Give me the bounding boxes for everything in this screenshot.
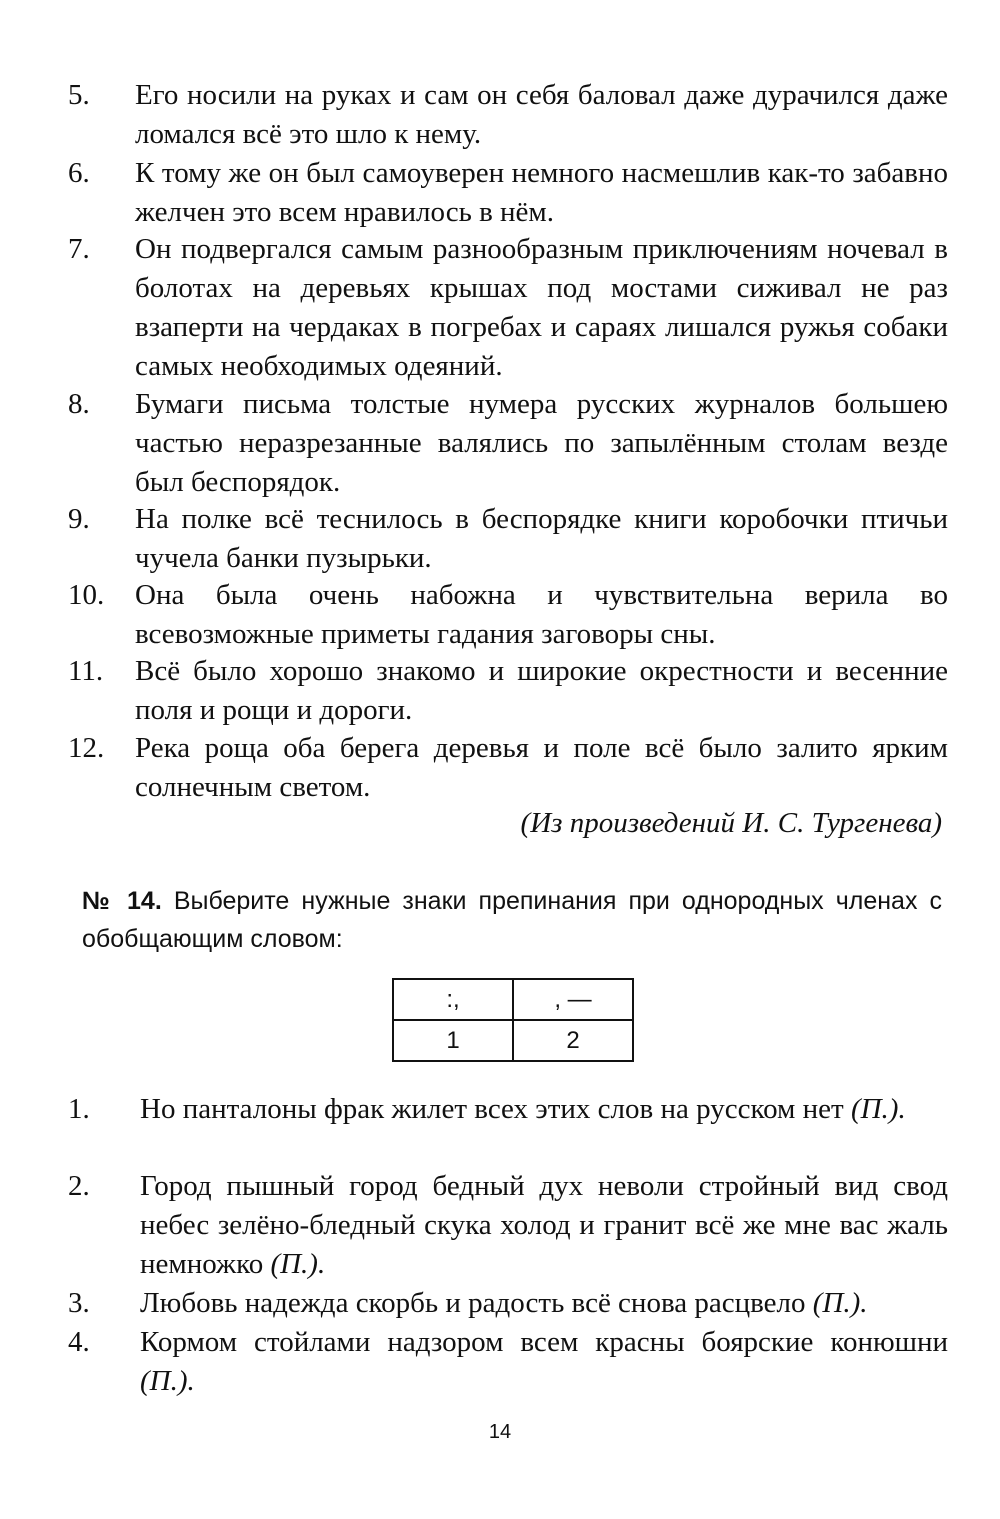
task-heading xyxy=(82,882,942,958)
sentence-number: 6. xyxy=(68,157,90,189)
author-abbreviation: (П.). xyxy=(140,1365,195,1397)
sentence-12 xyxy=(68,729,948,807)
author-abbreviation: (П.). xyxy=(850,1093,906,1125)
table-cell-option-2: , — xyxy=(513,979,633,1020)
exercise14-sentence-2 xyxy=(68,1167,948,1284)
sentence-body: Но панталоны фрак жилет всех этих слов на русском нет xyxy=(140,1093,844,1125)
sentence-text xyxy=(140,1167,948,1284)
sentence-text: Всё было хорошо знакомо и широкие окрестности и весенние поля и рощи и дороги. xyxy=(135,655,948,726)
sentence-number: 9. xyxy=(68,503,90,535)
exercise14-sentence-3 xyxy=(68,1284,948,1323)
sentence-text: Его носили на руках и сам он себя баловал даже дурачился даже ломался всё это шло к нему. xyxy=(135,79,948,150)
table-row-labels xyxy=(393,1020,633,1061)
sentence-9 xyxy=(68,500,948,578)
sentence-text xyxy=(140,1284,948,1323)
table-cell-label-1: 1 xyxy=(393,1020,513,1061)
sentence-text: Она была очень набожна и чувствительна верила во всевозможные приметы гадания заговоры сны. xyxy=(135,579,948,650)
sentence-number: 4. xyxy=(68,1326,90,1358)
author-abbreviation: (П.). xyxy=(270,1248,326,1280)
sentence-number: 10. xyxy=(68,579,105,611)
sentence-number: 7. xyxy=(68,233,90,265)
sentence-number: 5. xyxy=(68,79,90,111)
sentence-number: 11. xyxy=(68,655,104,687)
sentence-text: На полке всё теснилось в беспорядке книги коробочки птичьи чучела банки пузырьки. xyxy=(135,503,948,574)
page-number: 14 xyxy=(488,1421,512,1443)
sentence-number: 2. xyxy=(68,1170,90,1202)
sentence-body: Кормом стойлами надзором всем красны боярские конюшни xyxy=(140,1326,948,1358)
sentence-number: 8. xyxy=(68,388,90,420)
source-attribution: (Из произведений И. С. Тургенева) xyxy=(520,807,942,839)
sentence-text: Он подвергался самым разнообразным приключениям ночевал в болотах на деревьях крышах под мостами сиживал не раз взаперти на чердаках в погребах и сараях лишался ружья собаки самых необходимых одеяний. xyxy=(135,233,948,382)
sentence-text: Река роща оба берега деревья и поле всё было залито ярким солнечным светом. xyxy=(135,732,948,803)
sentence-7 xyxy=(68,230,948,386)
exercise14-sentence-1 xyxy=(68,1090,948,1129)
author-abbreviation: (П.). xyxy=(812,1287,868,1319)
sentence-body: Город пышный город бедный дух неволи стройный вид свод небес зелёно-бледный скука холод и гранит всё же мне вас жаль немножко xyxy=(140,1170,948,1280)
task-number: № 14. xyxy=(82,887,162,915)
sentence-8 xyxy=(68,385,948,502)
sentence-text xyxy=(140,1323,948,1401)
task-instruction: Выберите нужные знаки препинания при однородных членах с обобщающим словом: xyxy=(82,887,942,953)
sentence-11 xyxy=(68,652,948,730)
sentence-number: 12. xyxy=(68,732,105,764)
table-cell-option-1: :, xyxy=(393,979,513,1020)
table-row-options xyxy=(393,979,633,1020)
sentence-body: Любовь надежда скорбь и радость всё снова расцвело xyxy=(140,1287,806,1319)
sentence-10 xyxy=(68,576,948,654)
table-cell-label-2: 2 xyxy=(513,1020,633,1061)
sentence-number: 1. xyxy=(68,1093,90,1125)
exercise14-sentence-4 xyxy=(68,1323,948,1401)
sentence-text: Бумаги письма толстые нумера русских журналов большею частью неразрезанные валялись по запылённым столам везде был беспорядок. xyxy=(135,388,948,498)
sentence-5 xyxy=(68,76,948,154)
sentence-text xyxy=(140,1090,948,1129)
sentence-6 xyxy=(68,154,948,232)
answer-key-table xyxy=(392,978,634,1062)
sentence-text: К тому же он был самоуверен немного насмешлив как-то забавно желчен это всем нравилось в нём. xyxy=(135,157,948,228)
sentence-number: 3. xyxy=(68,1287,90,1319)
